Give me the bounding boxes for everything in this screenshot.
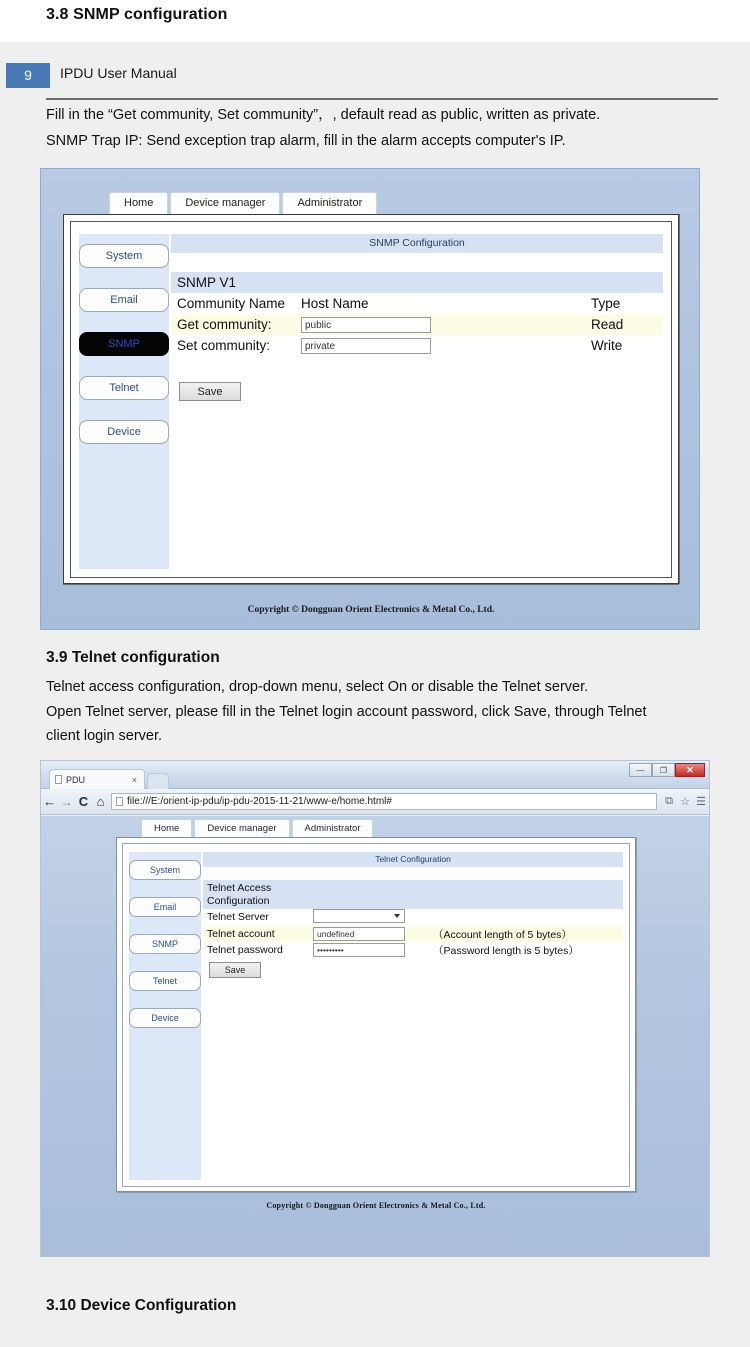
running-header-title: IPDU User Manual <box>60 65 177 81</box>
paragraph-telnet-1: Telnet access configuration, drop-down menu, select On or disable the Telnet server. <box>46 679 589 695</box>
sidebar-item-telnet-2[interactable]: Telnet <box>129 971 201 991</box>
snmp-column-header-row <box>171 293 663 314</box>
telnet-copyright-footer: Copyright © Dongguan Orient Electronics & Metal Co., Ltd. <box>266 1201 486 1210</box>
maximize-icon[interactable]: ❐ <box>652 763 675 777</box>
telnet-account-hint: （Account length of 5 bytes） <box>433 928 572 941</box>
address-bar-url: file:///E:/orient-ip-pdu/ip-pdu-2015-11-21/www-e/home.html# <box>127 796 392 807</box>
snmp-table <box>171 272 663 356</box>
telnet-inner-pane <box>122 843 630 1187</box>
snmp-save-button[interactable]: Save <box>179 382 241 401</box>
section-heading-3-9: 3.9 Telnet configuration <box>46 649 220 666</box>
telnet-account-input[interactable]: undefined <box>313 927 405 941</box>
telnet-section-row <box>203 880 623 909</box>
tab-administrator-2[interactable]: Administrator <box>292 819 374 837</box>
sidebar-item-device[interactable]: Device <box>79 420 169 444</box>
page-document-icon <box>55 775 62 784</box>
table-row-set-community <box>171 335 663 356</box>
bookmark-manager-icon[interactable]: ⧉ <box>665 795 673 807</box>
column-header-type: Type <box>591 296 621 311</box>
telnet-access-configuration-label: Telnet Access Configuration <box>207 881 272 907</box>
sidebar-item-email-2[interactable]: Email <box>129 897 201 917</box>
telnet-top-tabs <box>141 819 373 837</box>
tab-administrator[interactable]: Administrator <box>282 192 377 214</box>
column-header-community-name: Community Name <box>177 296 286 311</box>
label-get-community: Get community: <box>177 317 272 332</box>
telnet-configuration-screenshot <box>40 760 710 1257</box>
set-community-field-cell <box>301 337 591 354</box>
telnet-server-select[interactable] <box>313 909 405 923</box>
sidebar-item-system[interactable]: System <box>79 244 169 268</box>
telnet-server-field-cell <box>313 909 433 926</box>
sidebar-item-system-2[interactable]: System <box>129 860 201 880</box>
set-community-input[interactable]: private <box>301 338 431 354</box>
telnet-panel-title: Telnet Configuration <box>203 852 623 867</box>
browser-title-bar <box>41 761 709 789</box>
sidebar-item-device-2[interactable]: Device <box>129 1008 201 1028</box>
section-heading-3-10: 3.10 Device Configuration <box>46 1297 237 1314</box>
header-divider <box>46 98 718 100</box>
address-bar[interactable] <box>111 793 657 810</box>
telnet-save-button[interactable]: Save <box>209 962 261 978</box>
sidebar-item-snmp-2[interactable]: SNMP <box>129 934 201 954</box>
snmp-configuration-screenshot <box>40 168 700 630</box>
paragraph-telnet-2: Open Telnet server, please fill in the Telnet login account password, click Save, through Telnet <box>46 704 647 720</box>
telnet-panel <box>203 844 629 1186</box>
label-set-community: Set community: <box>177 338 271 353</box>
telnet-sidebar <box>129 852 201 1180</box>
browser-tab-title: PDU <box>66 774 86 785</box>
snmp-version-row <box>171 272 663 293</box>
snmp-app-window <box>63 214 679 584</box>
paragraph-snmp-2: SNMP Trap IP: Send exception trap alarm, fill in the alarm accepts computer's IP. <box>46 133 566 149</box>
table-row-telnet-account <box>203 926 623 942</box>
browser-toolbar <box>41 789 709 815</box>
sidebar-item-email[interactable]: Email <box>79 288 169 312</box>
get-community-field-cell <box>301 316 591 333</box>
tab-device-manager[interactable]: Device manager <box>170 192 280 214</box>
reload-icon[interactable]: C <box>78 794 89 809</box>
snmp-version-label: SNMP V1 <box>177 275 237 290</box>
telnet-table <box>203 880 623 958</box>
star-icon[interactable]: ☆ <box>680 796 690 808</box>
snmp-copyright-footer: Copyright © Dongguan Orient Electronics & Metal Co., Ltd. <box>247 605 495 615</box>
window-controls <box>629 763 705 777</box>
new-tab-button[interactable] <box>147 773 169 789</box>
telnet-password-input[interactable]: ••••••••• <box>313 943 405 957</box>
get-community-input[interactable]: public <box>301 317 431 333</box>
paragraph-snmp-1: Fill in the “Get community, Set community”，, default read as public, written as private. <box>46 107 601 123</box>
chevron-down-icon <box>394 914 400 918</box>
menu-icon[interactable]: ☰ <box>696 796 706 808</box>
sidebar-item-snmp[interactable]: SNMP <box>79 332 169 356</box>
telnet-section-spacer <box>313 880 433 909</box>
page-number-badge: 9 <box>6 63 50 88</box>
home-icon[interactable]: ⌂ <box>96 794 105 809</box>
telnet-password-field-cell <box>313 943 433 957</box>
set-community-type: Write <box>591 338 623 353</box>
snmp-inner-pane <box>70 221 672 578</box>
close-icon[interactable]: × <box>131 774 137 785</box>
label-telnet-password: Telnet password <box>207 943 283 956</box>
telnet-account-field-cell <box>313 927 433 941</box>
telnet-section-spacer-2 <box>433 880 623 909</box>
browser-tab-pdu[interactable] <box>49 769 145 789</box>
snmp-top-tabs <box>109 192 377 214</box>
table-row-get-community <box>171 314 663 335</box>
snmp-panel-title: SNMP Configuration <box>171 234 663 253</box>
section-heading-3-8: 3.8 SNMP configuration <box>46 6 228 23</box>
sidebar-item-telnet[interactable]: Telnet <box>79 376 169 400</box>
forward-arrow-icon[interactable]: → <box>60 794 73 809</box>
back-arrow-icon[interactable]: ← <box>43 794 56 809</box>
page-document-icon-url <box>116 797 123 806</box>
get-community-type: Read <box>591 317 624 332</box>
label-telnet-account: Telnet account <box>207 927 275 940</box>
snmp-sidebar <box>79 234 169 569</box>
table-row-telnet-password <box>203 942 623 958</box>
window-close-icon[interactable]: ✕ <box>675 763 705 777</box>
table-row-telnet-server <box>203 909 623 926</box>
telnet-password-hint: （Password length is 5 bytes） <box>433 944 579 957</box>
minimize-icon[interactable]: — <box>629 763 652 777</box>
snmp-panel <box>171 222 671 577</box>
telnet-page-body <box>41 816 709 1256</box>
tab-device-manager-2[interactable]: Device manager <box>194 819 289 837</box>
label-telnet-server: Telnet Server <box>207 911 269 923</box>
paragraph-telnet-3: client login server. <box>46 728 163 744</box>
tab-home-2[interactable]: Home <box>141 819 192 837</box>
column-header-host-name: Host Name <box>301 296 369 311</box>
telnet-app-window <box>116 837 636 1192</box>
tab-home[interactable]: Home <box>109 192 168 214</box>
